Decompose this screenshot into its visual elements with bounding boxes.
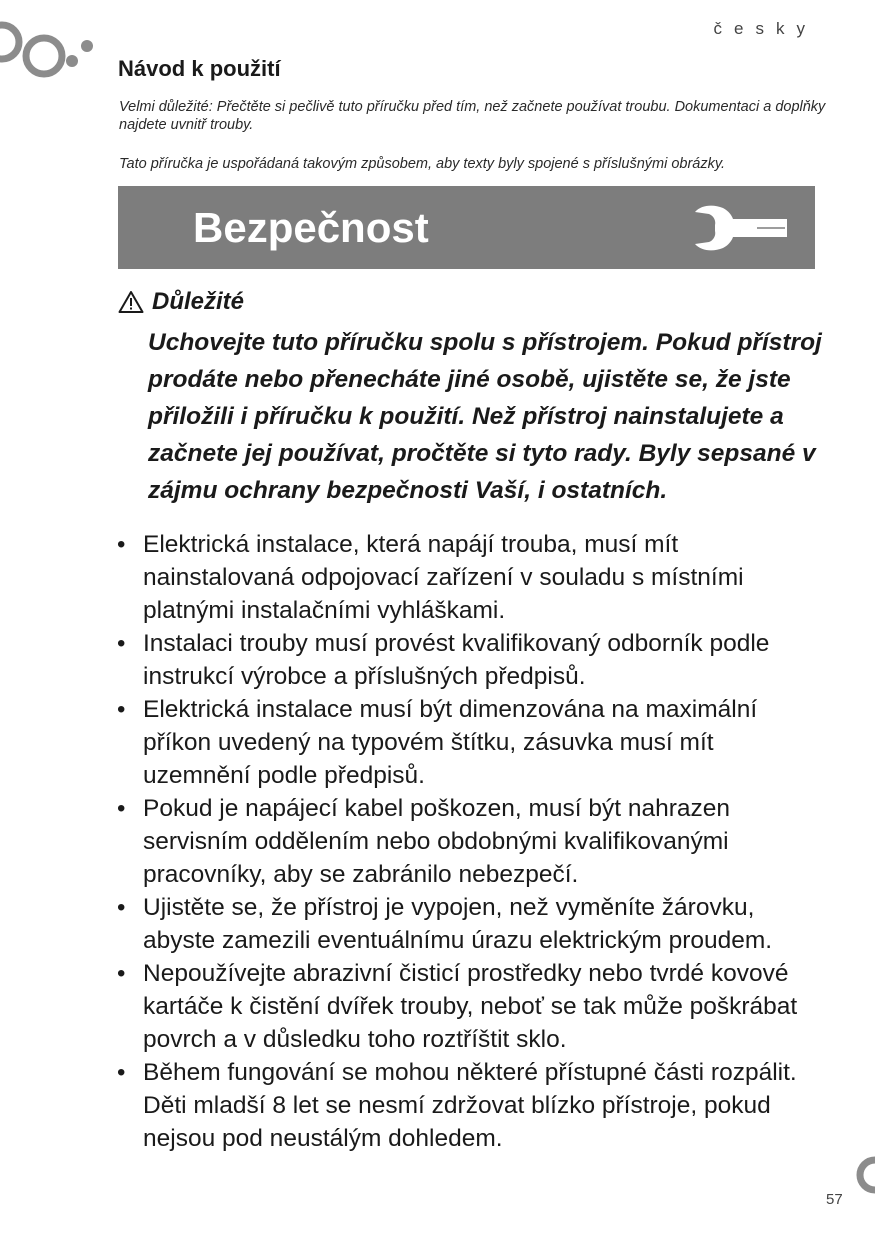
list-item: • Nepoužívejte abrazivní čisticí prostředky nebo tvrdé kovové kartáče k čistění dvířek trouby, neboť se tak může poškrábat povrch a v důsledku toho roztříštit sklo. bbox=[117, 957, 822, 1056]
list-item: • Elektrická instalace, která napájí trouba, musí mít nainstalovaná odpojovací zařízení v souladu s místními platnými instalačními vyhláškami. bbox=[117, 528, 822, 627]
list-item: • Pokud je napájecí kabel poškozen, musí být nahrazen servisním oddělením nebo obdobnými kvalifikovanými pracovníky, aby se zabránilo nebezpečí. bbox=[117, 792, 822, 891]
important-heading bbox=[118, 288, 244, 316]
brand-circle-icon bbox=[845, 1155, 875, 1195]
list-item: • Během fungování se mohou některé přístupné části rozpálit. Děti mladší 8 let se nesmí zdržovat blízko přístroje, pokud nejsou pod neustálým dohledem. bbox=[117, 1056, 822, 1155]
list-item: • Elektrická instalace musí být dimenzována na maximální příkon uvedený na typovém štítku, zásuvka musí mít uzemnění podle předpisů. bbox=[117, 693, 822, 792]
page-number: 57 bbox=[826, 1191, 843, 1208]
page-title: Návod k použití bbox=[118, 56, 281, 81]
wrench-icon bbox=[691, 202, 793, 254]
safety-list bbox=[117, 528, 822, 1155]
list-item: • Instalaci trouby musí provést kvalifikovaný odborník podle instrukcí výrobce a příslušných předpisů. bbox=[117, 627, 822, 693]
section-banner bbox=[118, 186, 815, 269]
language-label: česky bbox=[713, 19, 817, 38]
important-heading-text: Důležité bbox=[152, 288, 245, 315]
list-item: • Ujistěte se, že přístroj je vypojen, než vyměníte žárovku, abyste zamezili eventuálnímu úrazu elektrickým proudem. bbox=[117, 891, 822, 957]
section-title: Bezpečnost bbox=[193, 204, 429, 251]
intro-paragraph: Tato příručka je uspořádaná takovým způsobem, aby texty byly spojené s příslušnými obrázky. bbox=[119, 156, 726, 172]
brand-circles-logo bbox=[0, 16, 100, 96]
warning-triangle-icon bbox=[118, 290, 144, 314]
important-notice: Uchovejte tuto příručku spolu s přístrojem. Pokud přístroj prodáte nebo přenecháte jiné osobě, ujistěte se, že jste přiložili i příručku k použití. Než přístroj nainstalujete a začnete jej používat, pročtěte si tyto rady. Byly sepsané v zájmu ochrany bezpečnosti Vaší, i ostatních. bbox=[148, 329, 822, 504]
intro-paragraph: Velmi důležité: Přečtěte si pečlivě tuto příručku před tím, než začnete používat troubu. Dokumentaci a doplňky najdete uvnitř trouby. bbox=[119, 99, 826, 133]
